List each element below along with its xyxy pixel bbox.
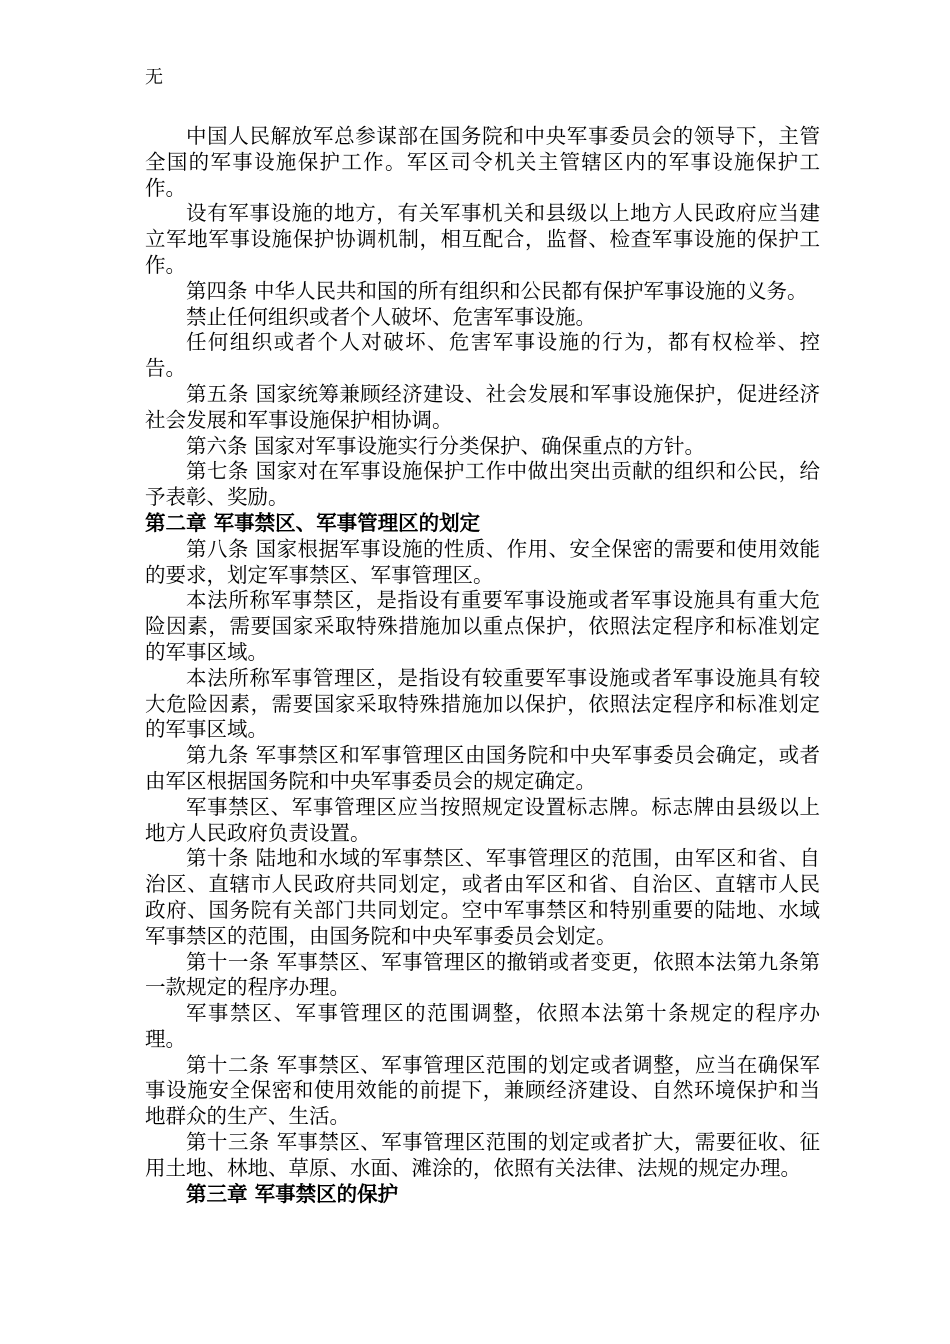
article-10: 第十条 陆地和水域的军事禁区、军事管理区的范围，由军区和省、自治区、直辖市人民政府共同划定，或者由军区和省、自治区、直辖市人民政府、国务院有关部门共同划定。空中军事禁区和特别重要的陆地、水域军事禁区的范围，由国务院和中央军事委员会划定。 (145, 846, 820, 948)
chapter-3-heading: 第三章 军事禁区的保护 (186, 1181, 399, 1206)
article-13: 第十三条 军事禁区、军事管理区范围的划定或者扩大，需要征收、征用土地、林地、草原、水面、滩涂的，依照有关法律、法规的规定办理。 (145, 1130, 820, 1180)
article-11: 第十一条 军事禁区、军事管理区的撤销或者变更，依照本法第九条第一款规定的程序办理。 (145, 949, 820, 1000)
paragraph: 军事禁区、军事管理区的范围调整，依照本法第十条规定的程序办理。 (145, 1001, 820, 1051)
chapter-2-heading: 第二章 军事禁区、军事管理区的划定 (145, 510, 481, 535)
paragraph: 本法所称军事管理区，是指设有较重要军事设施或者军事设施具有较大危险因素，需要国家采取特殊措施加以保护，依照法定程序和标准划定的军事区域。 (145, 665, 820, 742)
article-8: 第八条 国家根据军事设施的性质、作用、安全保密的需要和使用效能的要求，划定军事禁区、军事管理区。 (145, 536, 820, 587)
paragraph: 军事禁区、军事管理区应当按照规定设置标志牌。标志牌由县级以上地方人民政府负责设置。 (145, 794, 820, 845)
article-6: 第六条 国家对军事设施实行分类保护、确保重点的方针。 (186, 433, 706, 458)
article-4: 第四条 中华人民共和国的所有组织和公民都有保护军事设施的义务。 (186, 278, 808, 303)
paragraph: 中国人民解放军总参谋部在国务院和中央军事委员会的领导下，主管全国的军事设施保护工作。军区司令机关主管辖区内的军事设施保护工作。 (145, 124, 820, 200)
document-body (145, 124, 820, 1207)
article-12: 第十二条 军事禁区、军事管理区范围的划定或者调整，应当在确保军事设施安全保密和使用效能的前提下，兼顾经济建设、自然环境保护和当地群众的生产、生活。 (145, 1052, 820, 1129)
page-header: 无 (145, 67, 163, 88)
paragraph: 本法所称军事禁区，是指设有重要军事设施或者军事设施具有重大危险因素，需要国家采取特殊措施加以重点保护，依照法定程序和标准划定的军事区域。 (145, 588, 820, 664)
paragraph: 设有军事设施的地方，有关军事机关和县级以上地方人民政府应当建立军地军事设施保护协调机制，相互配合，监督、检查军事设施的保护工作。 (145, 201, 820, 277)
article-5: 第五条 国家统筹兼顾经济建设、社会发展和军事设施保护，促进经济社会发展和军事设施保护相协调。 (145, 381, 820, 432)
article-7: 第七条 国家对在军事设施保护工作中做出突出贡献的组织和公民，给予表彰、奖励。 (145, 459, 820, 510)
paragraph: 禁止任何组织或者个人破坏、危害军事设施。 (186, 304, 596, 329)
article-9: 第九条 军事禁区和军事管理区由国务院和中央军事委员会确定，或者由军区根据国务院和中央军事委员会的规定确定。 (145, 743, 820, 793)
paragraph: 任何组织或者个人对破坏、危害军事设施的行为，都有权检举、控告。 (145, 330, 820, 381)
